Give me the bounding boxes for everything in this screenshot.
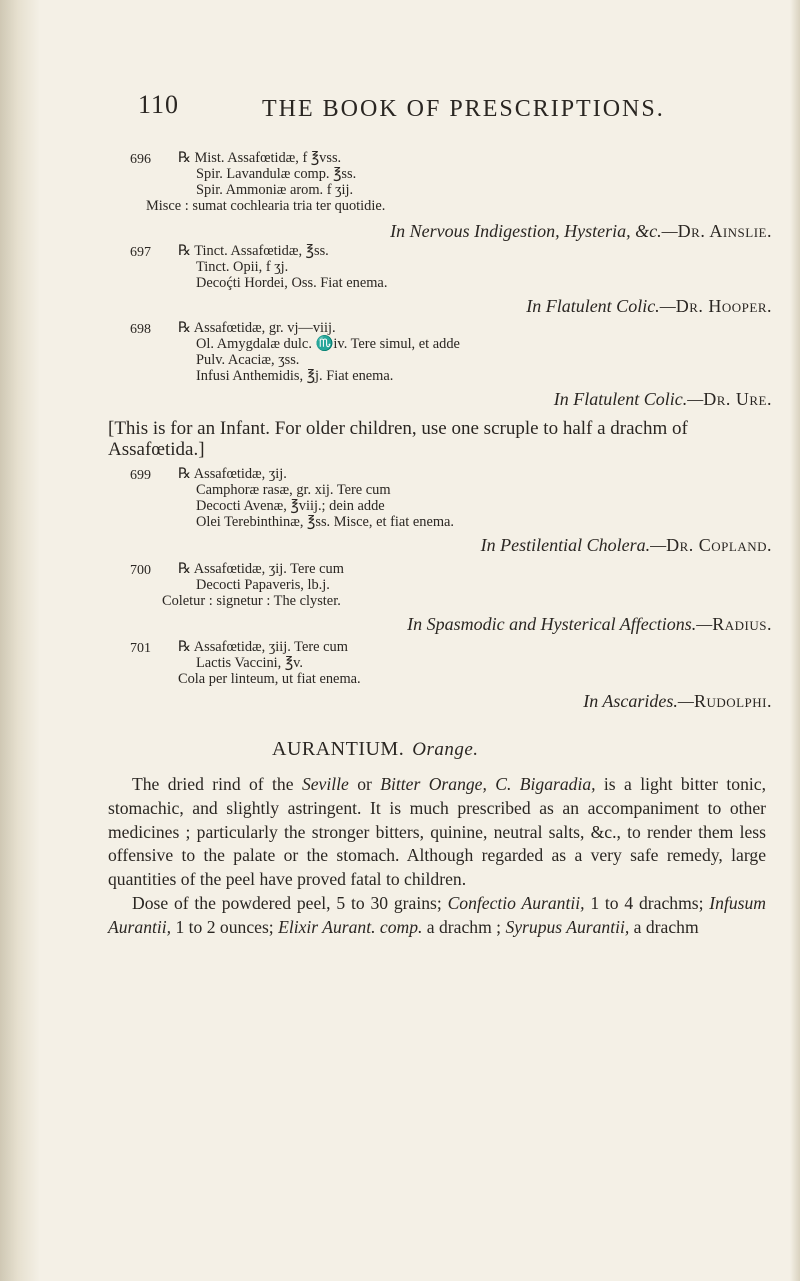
text-run: The dried rind of the xyxy=(132,774,302,794)
condition: In Flatulent Colic. xyxy=(526,296,660,316)
text-run: 1 to 4 drachms; xyxy=(584,892,710,913)
text-run: Elixir Aurant. comp. xyxy=(278,916,423,937)
prescription-698 xyxy=(178,320,460,384)
prescription-number-698: 698 xyxy=(130,322,151,337)
rx-line: Infusi Anthemidis, ℥j. Fiat enema. xyxy=(196,368,394,384)
rx-line: ℞ Assafœtidæ, gr. vj—viij. xyxy=(178,320,336,336)
attribution-699: In Pestilential Cholera.—Dr. Copland. xyxy=(480,535,772,555)
rx-line: ℞ Assafœtidæ, ʒiij. Tere cum xyxy=(178,639,348,655)
text-run: Infusum Aurantii, xyxy=(108,892,766,937)
attribution-696: In Nervous Indigestion, Hysteria, &c.—Dr. Ainslie. xyxy=(390,221,772,241)
prescription-number-696: 696 xyxy=(130,152,151,167)
rx-line: Decocti Avenæ, ℥viij.; dein adde xyxy=(196,498,385,514)
text-run: 1 to 2 ounces; xyxy=(171,916,279,937)
rx-line: Spir. Lavandulæ comp. ℥ss. xyxy=(196,166,357,182)
prescription-701 xyxy=(178,639,361,687)
page-number: 110 xyxy=(138,90,180,119)
section-title: AURANTIUM. xyxy=(272,738,405,760)
prescription-696 xyxy=(146,150,386,214)
prescription-699 xyxy=(178,466,454,530)
rx-line: ℞ Mist. Assafœtidæ, f ℥vss. xyxy=(178,150,342,166)
section-heading xyxy=(272,738,479,761)
attribution-697: In Flatulent Colic.—Dr. Hooper. xyxy=(526,296,772,316)
prescription-number-697: 697 xyxy=(130,245,151,260)
author: Dr. Ainslie. xyxy=(677,221,772,241)
rx-line: Camphoræ rasæ, gr. xij. Tere cum xyxy=(196,482,391,498)
rx-line: Coletur : signetur : The clyster. xyxy=(162,593,341,609)
rx-line: Ol. Amygdalæ dulc. ♏iv. Tere simul, et adde xyxy=(196,336,460,352)
attribution-700: In Spasmodic and Hysterical Affections.—Radius. xyxy=(407,614,772,634)
text-run: Syrupus Aurantii, xyxy=(505,916,630,937)
author: Radius. xyxy=(712,614,772,634)
author: Dr. Copland. xyxy=(666,535,772,555)
rx-line: Misce : sumat cochlearia tria ter quotidie. xyxy=(146,198,386,214)
text-run: Confectio Aurantii, xyxy=(447,892,585,913)
page-edge xyxy=(790,0,800,1281)
rx-line: ℞ Assafœtidæ, ʒij. Tere cum xyxy=(178,561,344,577)
text-run: a drachm ; xyxy=(422,916,506,937)
text-run: Dose of the powdered peel, 5 to 30 grains; xyxy=(132,892,448,913)
prescription-number-700: 700 xyxy=(130,563,151,578)
rx-line: Tinct. Opii, f ʒj. xyxy=(196,259,289,275)
condition: In Ascarides. xyxy=(583,691,678,711)
condition: In Flatulent Colic. xyxy=(553,389,688,409)
text-run: a drachm xyxy=(629,916,699,937)
rx-line: Olei Terebinthinæ, ℥ss. Misce, et fiat enema. xyxy=(196,514,455,530)
paragraph xyxy=(108,892,766,940)
rx-line: Decoḉti Hordei, Oss. Fiat enema. xyxy=(196,275,388,291)
binding-shadow xyxy=(0,0,40,1281)
condition: In Pestilential Cholera. xyxy=(480,535,651,555)
condition: In Nervous Indigestion, Hysteria, &c. xyxy=(390,221,662,241)
prescription-697 xyxy=(178,243,387,291)
running-head: THE BOOK OF PRESCRIPTIONS. xyxy=(262,96,665,122)
text-run: Bitter Orange, C. Bigaradia, xyxy=(380,774,596,794)
prescription-number-699: 699 xyxy=(130,468,151,483)
attribution-698: In Flatulent Colic.—Dr. Ure. xyxy=(553,389,772,409)
section-subtitle: Orange. xyxy=(412,739,479,760)
text-run: Seville xyxy=(301,774,349,794)
body-text xyxy=(108,773,766,940)
infant-note: [This is for an Infant. For older children, use one scruple to half a drachm of Assafœtida.] xyxy=(108,418,688,460)
rx-line: Spir. Ammoniæ arom. f ʒij. xyxy=(196,182,354,198)
attribution-701: In Ascarides.—Rudolphi. xyxy=(583,691,772,711)
prescription-700 xyxy=(162,561,344,609)
prescription-number-701: 701 xyxy=(130,641,151,656)
paragraph xyxy=(108,773,766,892)
rx-line: Cola per linteum, ut fiat enema. xyxy=(178,671,361,687)
rx-line: Pulv. Acaciæ, ʒss. xyxy=(196,352,300,368)
condition: In Spasmodic and Hysterical Affections. xyxy=(407,614,697,634)
rx-line: Decocti Papaveris, lb.j. xyxy=(196,577,330,593)
rx-line: ℞ Tinct. Assafœtidæ, ℥ss. xyxy=(178,243,329,259)
author: Dr. Ure. xyxy=(703,389,772,409)
rx-line: Lactis Vaccini, ℥v. xyxy=(196,655,304,671)
text-run: is a light bitter tonic, stomachic, and slightly astringent. It is much prescribed as an accompaniment to other medicines ; particularly the stronger bitters, quinine, neutral salts, &c., to render them less offensive to the palate or the stomach. Although regarded as a very safe remedy, large quantities of the peel have proved fatal to children. xyxy=(108,774,766,890)
text-run: or xyxy=(348,774,381,794)
rx-line: ℞ Assafœtidæ, ʒij. xyxy=(178,466,287,482)
author: Dr. Hooper. xyxy=(675,296,772,316)
author: Rudolphi. xyxy=(693,691,772,711)
